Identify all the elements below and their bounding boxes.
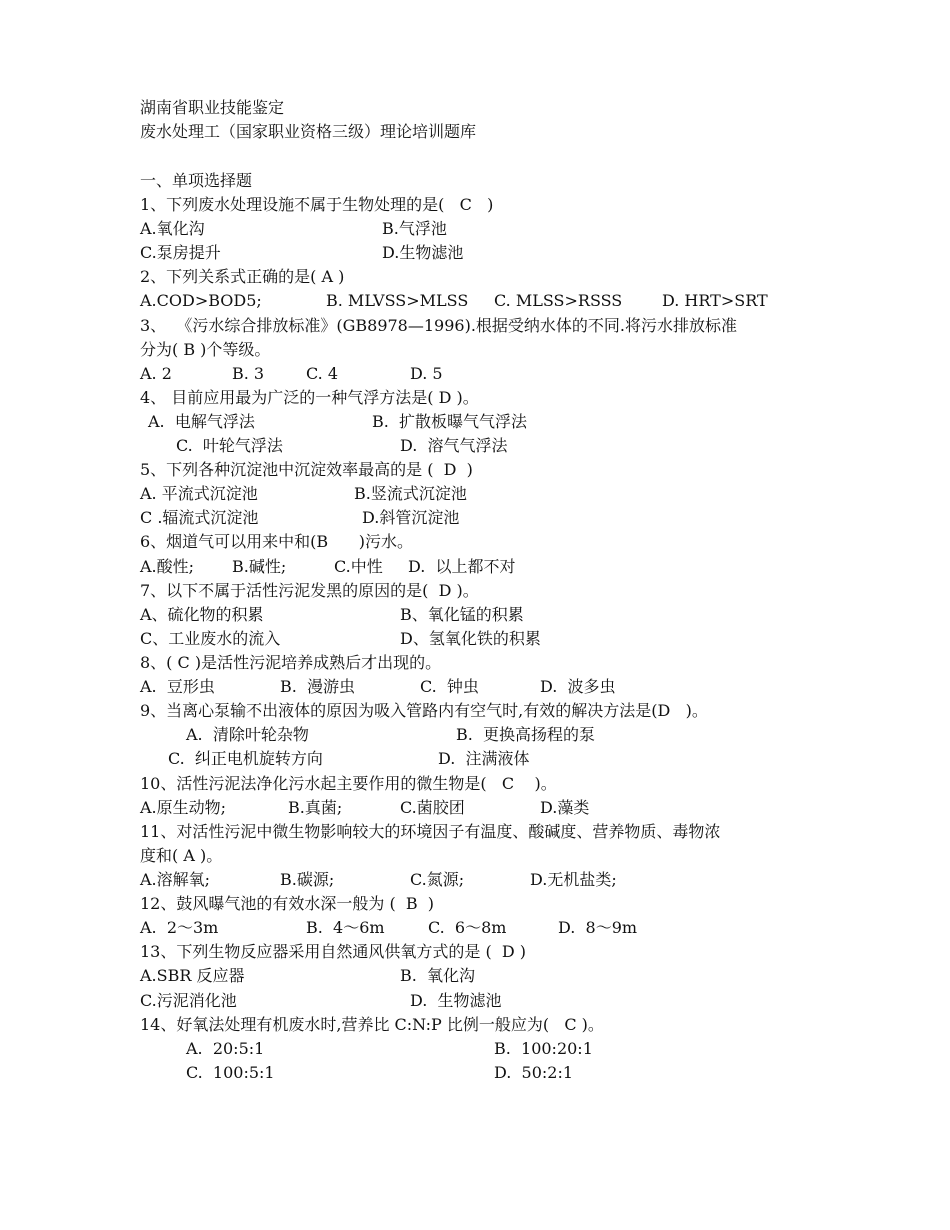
q3-option-b: B. 3: [232, 364, 265, 383]
question-5: 5、下列各种沉淀池中沉淀效率最高的是 ( D ): [140, 460, 473, 479]
q13-option-c: C.污泥消化池: [140, 991, 237, 1010]
q9-option-b: B. 更换高扬程的泵: [456, 725, 596, 744]
question-10: 10、活性污泥法净化污水起主要作用的微生物是( C )。: [140, 774, 557, 793]
q7-option-b: B、氧化锰的积累: [400, 605, 524, 624]
q9-option-d: D. 注满液体: [438, 749, 530, 768]
q9-option-a: A. 清除叶轮杂物: [186, 725, 309, 744]
header-org: 湖南省职业技能鉴定: [140, 98, 285, 117]
question-14: 14、好氧法处理有机废水时,营养比 C:N:P 比例一般应为( C )。: [140, 1015, 604, 1034]
q1-option-d: D.生物滤池: [382, 243, 464, 262]
q4-option-c: C. 叶轮气浮法: [176, 436, 283, 455]
q11-option-b: B.碳源;: [280, 870, 335, 889]
question-11: 11、对活性污泥中微生物影响较大的环境因子有温度、酸碱度、营养物质、毒物浓: [140, 822, 721, 841]
q10-option-c: C.菌胶团: [400, 798, 465, 817]
q5-option-a: A. 平流式沉淀池: [140, 484, 258, 503]
section-title: 一、单项选择题: [140, 171, 253, 190]
q12-option-a: A. 2～3m: [140, 918, 219, 937]
q4-option-a: A. 电解气浮法: [148, 412, 255, 431]
q12-option-d: D. 8～9m: [558, 918, 638, 937]
q13-option-b: B. 氧化沟: [400, 966, 476, 985]
q14-option-b: B. 100:20:1: [494, 1039, 593, 1058]
q5-option-d: D.斜管沉淀池: [362, 508, 460, 527]
q10-option-b: B.真菌;: [288, 798, 343, 817]
q11-option-a: A.溶解氧;: [140, 870, 211, 889]
q10-option-d: D.藻类: [540, 798, 590, 817]
question-3-cont: 分为( B )个等级。: [140, 340, 271, 359]
q11-option-d: D.无机盐类;: [530, 870, 617, 889]
q11-option-c: C.氮源;: [410, 870, 465, 889]
question-3: 3、 《污水综合排放标准》(GB8978—1996).根据受纳水体的不同.将污水排放标准: [140, 316, 737, 335]
q1-option-c: C.泵房提升: [140, 243, 221, 262]
q10-option-a: A.原生动物;: [140, 798, 227, 817]
q4-option-b: B. 扩散板曝气气浮法: [372, 412, 528, 431]
q3-option-a: A. 2: [140, 364, 172, 383]
q2-option-c: C. MLSS>RSSS: [494, 291, 623, 310]
q2-option-b: B. MLVSS>MLSS: [326, 291, 469, 310]
q12-option-c: C. 6～8m: [428, 918, 507, 937]
q7-option-d: D、氢氧化铁的积累: [400, 629, 541, 648]
q13-option-d: D. 生物滤池: [410, 991, 502, 1010]
q2-option-a: A.COD>BOD5;: [140, 291, 262, 310]
q12-option-b: B. 4～6m: [306, 918, 385, 937]
q14-option-a: A. 20:5:1: [186, 1039, 265, 1058]
q13-option-a: A.SBR 反应器: [140, 966, 245, 985]
q8-option-a: A. 豆形虫: [140, 677, 215, 696]
q8-option-c: C. 钟虫: [420, 677, 479, 696]
question-4: 4、 目前应用最为广泛的一种气浮方法是( D )。: [140, 388, 479, 407]
question-11-cont: 度和( A )。: [140, 846, 223, 865]
question-12: 12、鼓风曝气池的有效水深一般为 ( B ): [140, 894, 435, 913]
q6-option-d: D. 以上都不对: [408, 557, 516, 576]
q7-option-c: C、工业废水的流入: [140, 629, 281, 648]
question-2: 2、下列关系式正确的是( A ): [140, 267, 345, 286]
q5-option-b: B.竖流式沉淀池: [354, 484, 467, 503]
q9-option-c: C. 纠正电机旋转方向: [168, 749, 323, 768]
q6-option-c: C.中性: [334, 557, 383, 576]
q6-option-b: B.碱性;: [232, 557, 287, 576]
question-1: 1、下列废水处理设施不属于生物处理的是( C ): [140, 195, 494, 214]
question-9: 9、当离心泵输不出液体的原因为吸入管路内有空气时,有效的解决方法是(D )。: [140, 701, 708, 720]
q8-option-d: D. 波多虫: [540, 677, 616, 696]
question-6: 6、烟道气可以用来中和(B )污水。: [140, 532, 413, 551]
q8-option-b: B. 漫游虫: [280, 677, 356, 696]
q2-option-d: D. HRT>SRT: [662, 291, 768, 310]
q1-option-a: A.氧化沟: [140, 219, 205, 238]
question-7: 7、以下不属于活性污泥发黑的原因的是( D )。: [140, 581, 479, 600]
question-13: 13、下列生物反应器采用自然通风供氧方式的是 ( D ): [140, 942, 527, 961]
question-8: 8、( C )是活性污泥培养成熟后才出现的。: [140, 653, 442, 672]
q14-option-d: D. 50:2:1: [494, 1063, 574, 1082]
q6-option-a: A.酸性;: [140, 557, 195, 576]
q3-option-d: D. 5: [410, 364, 443, 383]
q4-option-d: D. 溶气气浮法: [400, 436, 508, 455]
q14-option-c: C. 100:5:1: [186, 1063, 275, 1082]
header-title: 废水处理工（国家职业资格三级）理论培训题库: [140, 122, 477, 141]
q1-option-b: B.气浮池: [382, 219, 447, 238]
q5-option-c: C .辐流式沉淀池: [140, 508, 259, 527]
q3-option-c: C. 4: [306, 364, 339, 383]
q7-option-a: A、硫化物的积累: [140, 605, 264, 624]
